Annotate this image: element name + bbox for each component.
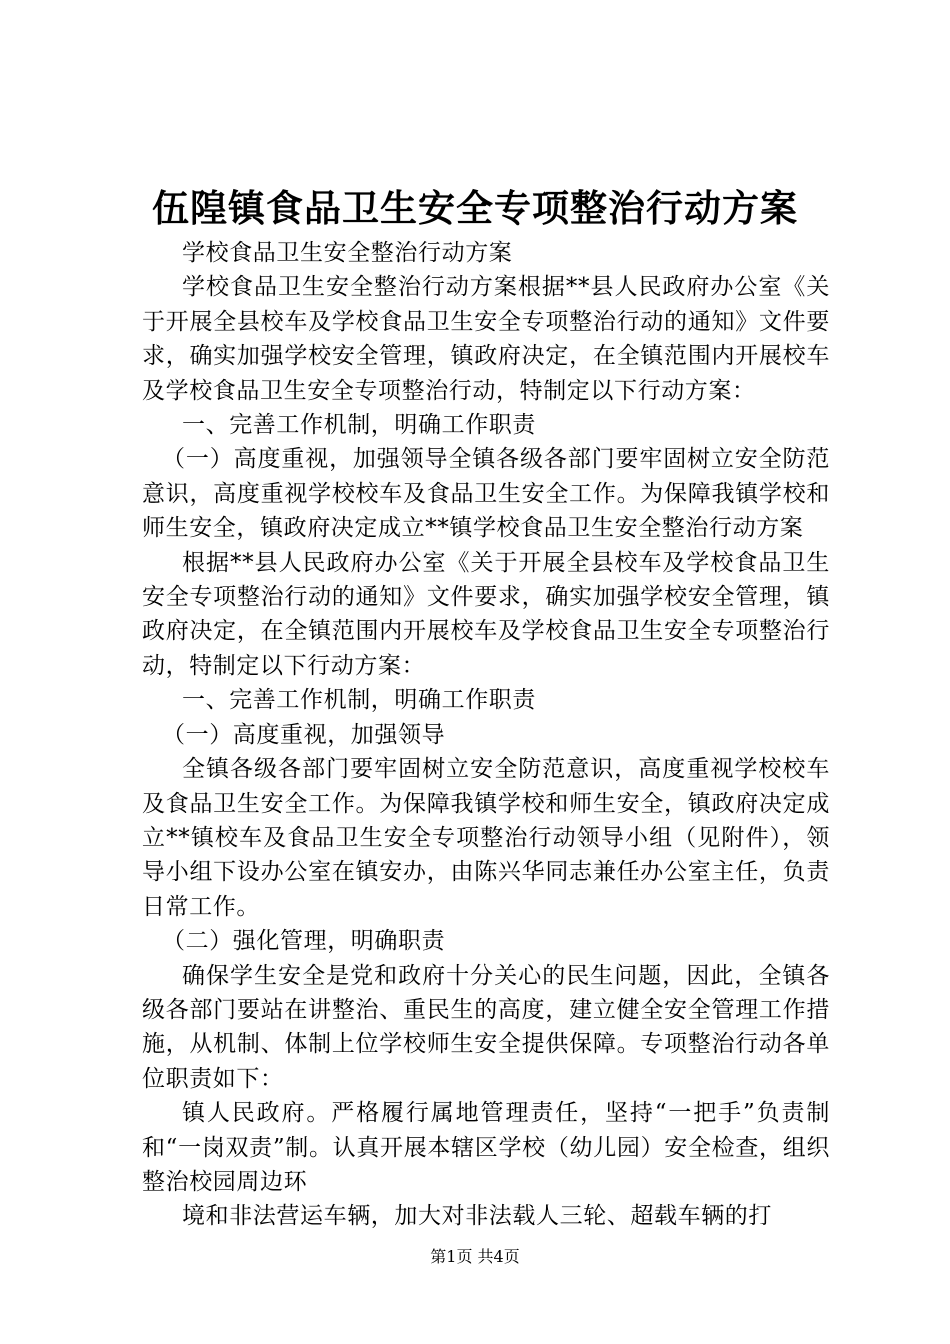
paragraph: 根据**县人民政府办公室《关于开展全县校车及学校食品卫生安全专项整治行动的通知》文件要求，确实加强学校安全管理，镇政府决定，在全镇范围内开展校车及学校食品卫生安全专项整治行动，特制定以下行动方案： (142, 549, 830, 679)
section-heading: 一、完善工作机制，明确工作职责 (182, 412, 536, 439)
document-body (142, 236, 830, 1234)
page-number: 第1页 共4页 (430, 1247, 520, 1266)
paragraph: 学校食品卫生安全整治行动方案根据**县人民政府办公室《关于开展全县校车及学校食品卫生安全专项整治行动的通知》文件要求，确实加强学校安全管理，镇政府决定，在全镇范围内开展校车及学校食品卫生安全专项整治行动，特制定以下行动方案： (142, 274, 830, 404)
paragraph: （一）高度重视，加强领导全镇各级各部门要牢固树立安全防范意识，高度重视学校校车及食品卫生安全工作。为保障我镇学校和师生安全，镇政府决定成立**镇学校食品卫生安全整治行动方案 (142, 446, 830, 542)
paragraph-subtitle: 学校食品卫生安全整治行动方案 (182, 240, 513, 266)
section-heading: 一、完善工作机制，明确工作职责 (182, 687, 536, 714)
document-title: 伍隍镇食品卫生安全专项整治行动方案 (152, 186, 798, 230)
subsection-heading: （二）强化管理，明确职责 (162, 928, 446, 955)
paragraph: 确保学生安全是党和政府十分关心的民生问题，因此，全镇各级各部门要站在讲整治、重民生的高度，建立健全安全管理工作措施，从机制、体制上位学校师生安全提供保障。专项整治行动各单位职责如下： (142, 962, 830, 1092)
paragraph: 境和非法营运车辆，加大对非法载人三轮、超载车辆的打 (182, 1203, 772, 1230)
paragraph: 全镇各级各部门要牢固树立安全防范意识，高度重视学校校车及食品卫生安全工作。为保障我镇学校和师生安全，镇政府决定成立**镇校车及食品卫生安全专项整治行动领导小组（见附件），领导小组下设办公室在镇安办，由陈兴华同志兼任办公室主任，负责日常工作。 (142, 756, 830, 920)
subsection-heading: （一）高度重视，加强领导 (162, 721, 446, 748)
paragraph: 镇人民政府。严格履行属地管理责任，坚持“一把手”负责制和“一岗双责”制。认真开展本辖区学校（幼儿园）安全检查，组织整治校园周边环 (142, 1100, 830, 1195)
